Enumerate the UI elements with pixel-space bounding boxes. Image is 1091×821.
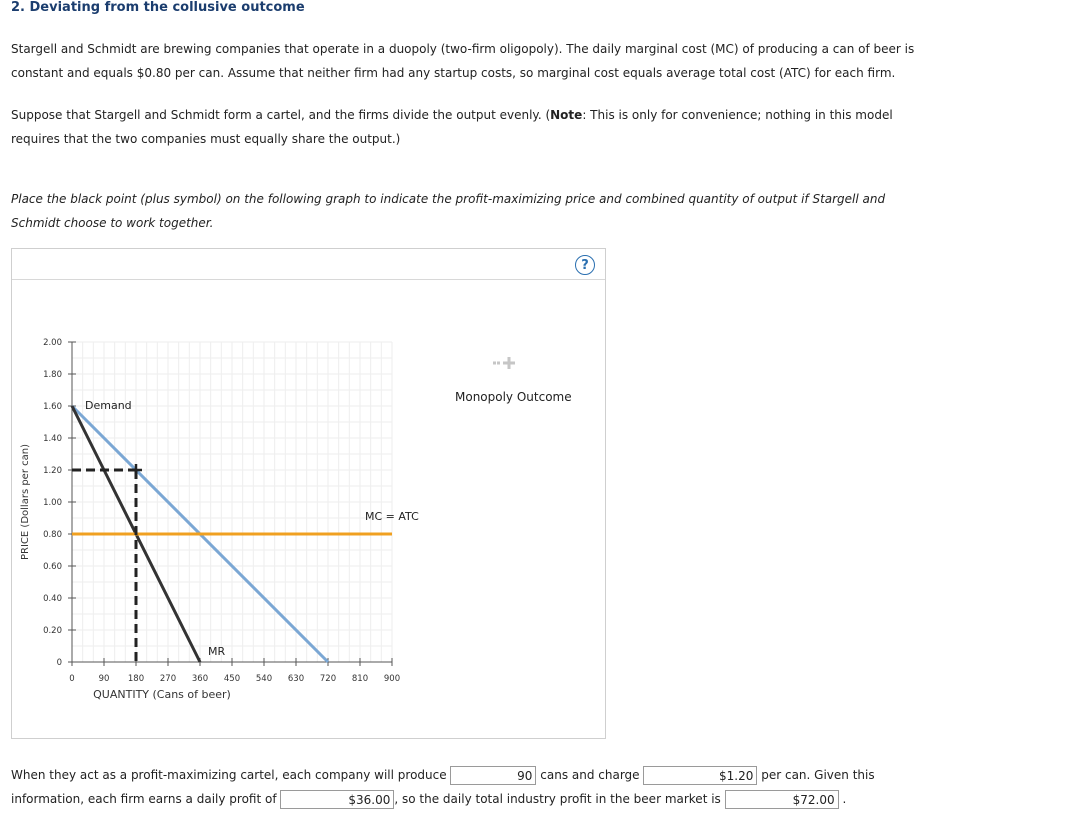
profit-total-input[interactable]: $72.00	[725, 790, 839, 809]
demand-label: Demand	[85, 399, 132, 412]
cartel-line-1-pre: Suppose that Stargell and Schmidt form a cartel, and the firms divide the output evenly. (	[11, 108, 551, 122]
x-tick-label: 90	[98, 674, 110, 684]
x-tick-label: 180	[127, 674, 145, 684]
intro-line-1: Stargell and Schmidt are brewing companies that operate in a duopoly (two-firm oligopoly). The daily marginal cost (MC) of producing a can of beer is	[11, 42, 915, 56]
help-button[interactable]: ?	[575, 255, 595, 275]
cartel-line-1	[11, 103, 893, 127]
mr-label: MR	[208, 645, 226, 658]
x-tick-label: 0	[69, 674, 75, 684]
y-tick-label: 1.00	[43, 498, 62, 508]
answer-text-1a: When they act as a profit-maximizing cartel, each company will produce	[11, 768, 447, 782]
price-input[interactable]: $1.20	[643, 766, 757, 785]
cartel-line-2: requires that the two companies must equally share the output.)	[11, 132, 401, 146]
palette-label: Monopoly Outcome	[455, 390, 572, 404]
x-tick-label: 540	[255, 674, 273, 684]
y-tick-label: 0.20	[43, 626, 62, 636]
x-tick-label: 630	[287, 674, 305, 684]
x-tick-label: 450	[223, 674, 241, 684]
answer-text-1c: per can. Given this	[761, 768, 875, 782]
graph-panel	[11, 248, 606, 739]
mc-atc-label: MC = ATC	[365, 510, 419, 523]
intro-paragraph	[11, 37, 914, 85]
answer-text-2c: .	[842, 792, 847, 806]
x-tick-label: 900	[383, 674, 401, 684]
x-tick-label: 270	[159, 674, 177, 684]
x-tick-label: 810	[351, 674, 369, 684]
chart-labels	[20, 338, 419, 701]
y-tick-label: 1.80	[43, 370, 62, 380]
chart-axes	[68, 342, 392, 666]
quantity-each-input[interactable]: 90	[450, 766, 536, 785]
y-axis-title: PRICE (Dollars per can)	[20, 444, 31, 560]
question-title: 2. Deviating from the collusive outcome	[11, 0, 305, 15]
x-tick-label: 360	[191, 674, 209, 684]
answer-line-1	[11, 763, 875, 787]
answer-text-1b: cans and charge	[540, 768, 640, 782]
y-tick-label: 0.40	[43, 594, 62, 604]
instruction-line-2: Schmidt choose to work together.	[11, 216, 214, 230]
x-axis-title: QUANTITY (Cans of beer)	[93, 688, 231, 701]
instruction-paragraph	[11, 187, 885, 235]
chart-area[interactable]	[12, 279, 605, 739]
y-tick-label: 1.60	[43, 402, 62, 412]
tool-palette	[455, 357, 572, 404]
cartel-line-1-post: : This is only for convenience; nothing in this model	[582, 108, 893, 122]
x-tick-label: 720	[319, 674, 337, 684]
y-tick-label: 1.20	[43, 466, 62, 476]
y-tick-label: 0.60	[43, 562, 62, 572]
answer-text-2b: , so the daily total industry profit in the beer market is	[394, 792, 721, 806]
answer-line-2	[11, 787, 846, 811]
palette-plus-icon[interactable]	[493, 357, 515, 369]
note-label: Note	[550, 108, 583, 122]
profit-each-input[interactable]: $36.00	[280, 790, 394, 809]
cartel-paragraph	[11, 103, 893, 151]
y-tick-label: 0.80	[43, 530, 62, 540]
y-tick-label: 0	[56, 658, 62, 668]
answer-text-2a: information, each firm earns a daily profit of	[11, 792, 277, 806]
instruction-line-1: Place the black point (plus symbol) on the following graph to indicate the profit-maximizing price and combined quantity of output if Stargell and	[11, 192, 886, 206]
y-tick-label: 1.40	[43, 434, 62, 444]
intro-line-2: constant and equals $0.80 per can. Assume that neither firm had any startup costs, so marginal cost equals average total cost (ATC) for each firm.	[11, 66, 896, 80]
y-tick-label: 2.00	[43, 338, 62, 348]
